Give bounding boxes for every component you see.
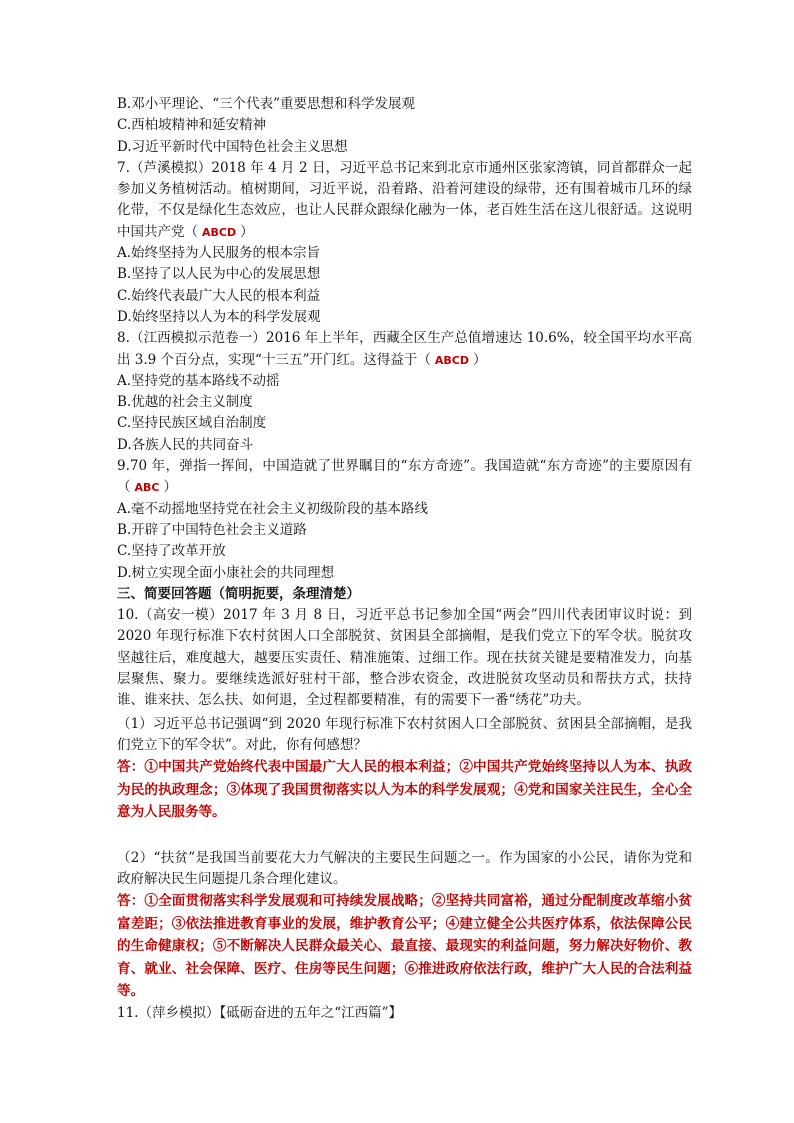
- document-page: [117, 94, 692, 1024]
- q7-option-d: D.始终坚持以人为本的科学发展观: [117, 308, 321, 325]
- q7-answer: ABCD: [202, 225, 237, 239]
- q8-close: ）: [472, 351, 487, 368]
- q10-sub1-answer: 答：①中国共产党始终代表中国最广大人民的根本利益；②中国共产党始终坚持以人为本、执政为民的执政理念；③体现了我国贯彻落实以人为本的科学发展观；④党和国家关注民生，全心全意为人民服务等。: [117, 759, 692, 821]
- q10-stem: 10.（高安一模）2017 年 3 月 8 日，习近平总书记参加全国“两会”四川代表团审议时说：到 2020 年现行标准下农村贫困人口全部脱贫、贫困县全部摘帽，是我们党立下的军令状。脱贫攻坚越往后，难度越大，越要压实责任、精准施策、过细工作。现在扶贫关键是要精准发力，向基层聚焦、聚力。要继续选派好驻村干部，整合涉农资金，改进脱贫攻坚动员和帮扶方式，扶持谁、谁来扶、怎么扶、如何退，全过程都要精准，有的需要下一番“绣花”功夫。: [117, 607, 692, 709]
- q11-stem: 11.（萍乡模拟）【砥砺奋进的五年之“江西篇”】: [117, 1004, 403, 1021]
- q9-answer: ABC: [134, 481, 160, 495]
- q8-option-d: D.各族人民的共同奋斗: [117, 436, 254, 453]
- q8-stem: [117, 328, 692, 371]
- q9-option-d: D.树立实现全面小康社会的共同理想: [117, 564, 335, 581]
- q7-stem-text: 7.（芦溪模拟）2018 年 4 月 2 日，习近平总书记来到北京市通州区张家湾镇，同首都群众一起参加义务植树活动。植树期间，习近平说，沿着路、沿着河建设的绿带，还有围着城市几环的绿化带，不仅是绿化生态效应，也让人民群众跟绿化融为一体，老百姓生活在这儿很舒适。这说明中国共产党（: [117, 159, 692, 240]
- q6-option-d: D.习近平新时代中国特色社会主义思想: [117, 138, 348, 155]
- q9-stem: [117, 456, 692, 499]
- q6-option-c: C.西柏坡精神和延安精神: [117, 117, 267, 134]
- q7-option-a: A.始终坚持为人民服务的根本宗旨: [117, 245, 321, 262]
- q7-close: ）: [240, 223, 254, 240]
- q9-option-c: C.坚持了改革开放: [117, 543, 226, 560]
- q10-sub1-question: （1）习近平总书记强调“到 2020 年现行标准下农村贫困人口全部脱贫、贫困县全部摘帽，是我们党立下的军令状”。对此，你有何感想？: [117, 715, 692, 753]
- q8-option-c: C.坚持民族区域自治制度: [117, 415, 267, 432]
- q10-sub2-answer: 答：①全面贯彻落实科学发展观和可持续发展战略；②坚持共同富裕，通过分配制度改革缩小贫富差距；③依法推进教育事业的发展，维护教育公平；④建立健全公共医疗体系，依法保障公民的生命健康权；⑤不断解决人民群众最关心、最直接、最现实的利益问题，努力解决好物价、教育、就业、社会保障、医疗、住房等民生问题；⑥推进政府依法行政，维护广大人民的合法利益等。: [117, 893, 692, 1000]
- q8-answer: ABCD: [434, 353, 469, 367]
- q9-option-b: B.开辟了中国特色社会主义道路: [117, 521, 307, 538]
- q8-option-b: B.优越的社会主义制度: [117, 394, 253, 411]
- q7-option-b: B.坚持了以人民为中心的发展思想: [117, 266, 321, 283]
- q7-stem: [117, 158, 692, 243]
- q9-stem-text: 9.70 年，弹指一挥间，中国造就了世界瞩目的“东方奇迹”。我国造就“东方奇迹”的主要原因有（: [117, 458, 692, 496]
- spacer: [117, 824, 692, 846]
- q9-option-a: A.毫不动摇地坚持党在社会主义初级阶段的基本路线: [117, 500, 429, 517]
- q6-option-b: B.邓小平理论、“三个代表”重要思想和科学发展观: [117, 96, 416, 112]
- q7-option-c: C.始终代表最广大人民的根本利益: [117, 287, 321, 304]
- section3-heading: 三、简要回答题（简明扼要，条理清楚）: [117, 585, 360, 602]
- q8-option-a: A.坚持党的基本路线不动摇: [117, 372, 280, 389]
- q10-sub2-question: （2）“扶贫”是我国当前要花大力气解决的主要民生问题之一。作为国家的小公民，请你为党和政府解决民生问题提几条合理化建议。: [117, 849, 692, 887]
- q9-close: ）: [163, 479, 177, 496]
- q8-stem-text: 8.（江西模拟示范卷一）2016 年上半年，西藏全区生产总值增速达 10.6%，较全国平均水平高出 3.9 个百分点，实现“十三五”开门红。这得益于（: [117, 330, 692, 368]
